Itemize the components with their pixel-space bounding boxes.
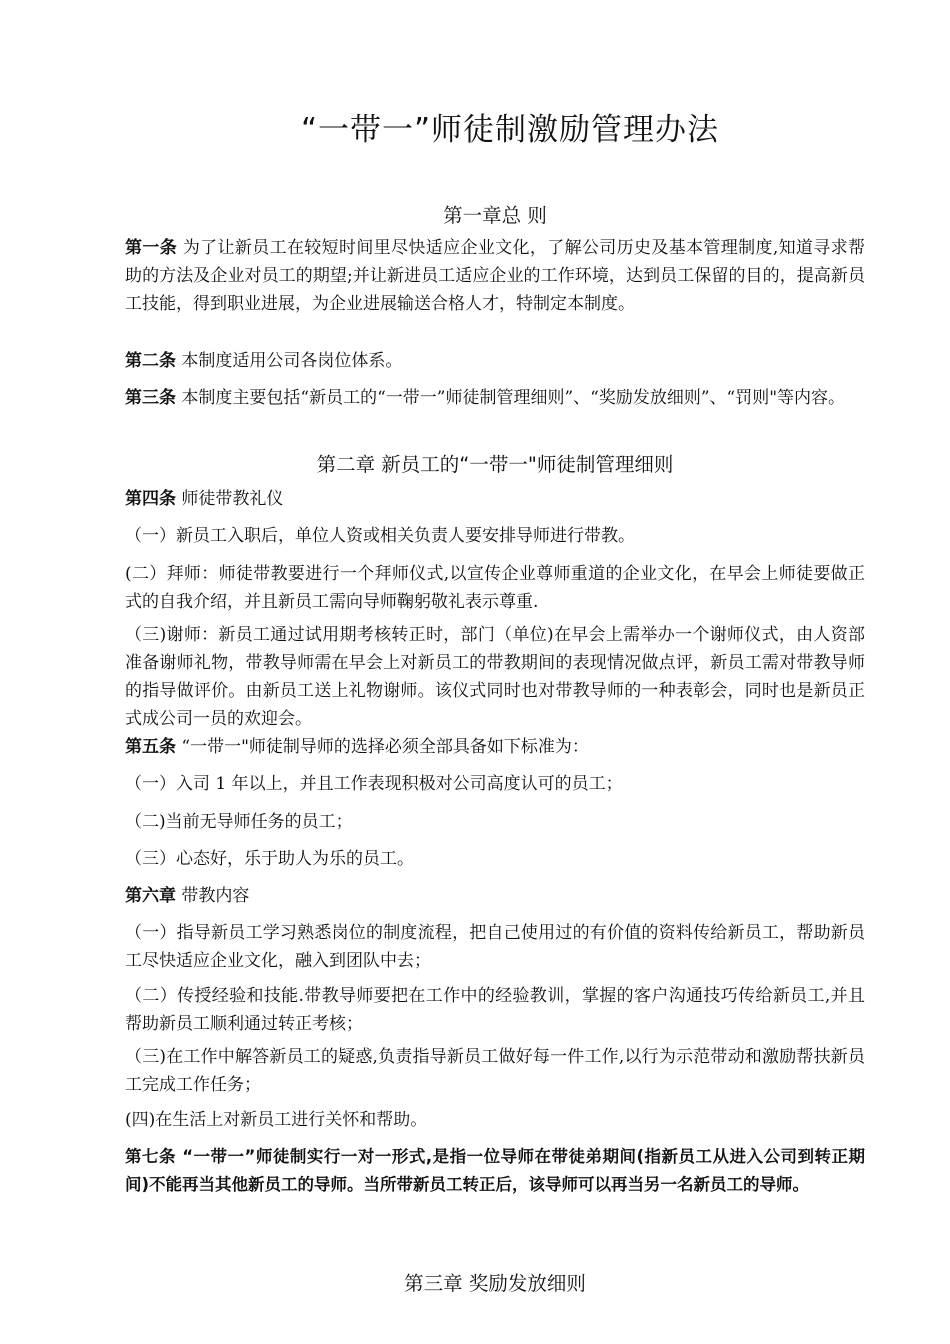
article-4 xyxy=(125,485,865,513)
article-5-item-2: （二)当前无导师任务的员工； xyxy=(125,812,353,832)
article-4-item-1: （一）新员工入职后，单位人资或相关负责人要安排导师进行带教。 xyxy=(125,526,635,546)
article-5-label: 第五条 xyxy=(125,737,176,757)
article-5-item-1: （一）入司 1 年以上，并且工作表现积极对公司高度认可的员工； xyxy=(125,774,623,794)
article-3-text: 本制度主要包括“新员工的“一带一”师徒制管理细则”、“奖励发放细则”、“罚则"等内容。 xyxy=(176,388,846,408)
article-1-text: 为了让新员工在较短时间里尽快适应企业文化，了解公司历史及基本管理制度,知道寻求帮助的方法及企业对员工的期望;并让新进员工适应企业的工作环境，达到员工保留的目的，提高新员工技能，得到职业进展，为企业进展输送合格人才，特制定本制度。 xyxy=(125,238,865,314)
article-4-text: 师徒带教礼仪 xyxy=(176,489,284,509)
article-6-text: 带教内容 xyxy=(176,886,250,906)
chapter-1-heading: 第一章总 则 xyxy=(443,204,547,227)
article-2-label: 第二条 xyxy=(125,351,176,371)
article-5-text: “一带一"师徒制导师的选择必须全部具备如下标准为： xyxy=(176,737,589,757)
article-2-text: 本制度适用公司各岗位体系。 xyxy=(176,351,403,371)
article-5-item-3: （三）心态好，乐于助人为乐的员工。 xyxy=(125,849,414,869)
article-1-label: 第一条 xyxy=(125,238,178,258)
chapter-2-heading: 第二章 新员工的“一带一"师徒制管理细则 xyxy=(316,453,674,476)
article-6-item-4: (四)在生活上对新员工进行关怀和帮助。 xyxy=(125,1110,428,1130)
document-title: “一带一”师徒制激励管理办法 xyxy=(300,112,720,148)
article-2 xyxy=(125,347,865,375)
article-3 xyxy=(125,384,865,412)
article-4-item-2: (二）拜师：师徒带教要进行一个拜师仪式,以宣传企业尊师重道的企业文化，在早会上师徒要做正式的自我介绍，并且新员工需向导师鞠躬敬礼表示尊重. xyxy=(125,564,865,612)
chapter-3-heading: 第三章 奖励发放细则 xyxy=(404,1272,586,1295)
article-4-label: 第四条 xyxy=(125,489,176,509)
article-6-item-1: （一）指导新员工学习熟悉岗位的制度流程，把自己使用过的有价值的资料传给新员工，帮助新员工尽快适应企业文化，融入到团队中去； xyxy=(125,923,865,971)
article-6-item-3: （三)在工作中解答新员工的疑惑,负责指导新员工做好每一件工作,以行为示范带动和激励帮扶新员工完成工作任务； xyxy=(125,1047,865,1095)
article-5 xyxy=(125,733,865,761)
article-1 xyxy=(125,234,865,318)
article-6-item-2: （二）传授经验和技能.带教导师要把在工作中的经验教训，掌握的客户沟通技巧传给新员工,并且帮助新员工顺利通过转正考核； xyxy=(125,986,865,1034)
article-7: 第七条 “一带一”师徒制实行一对一形式,是指一位导师在带徒弟期间(指新员工从进入公司到转正期间)不能再当其他新员工的导师。当所带新员工转正后，该导师可以再当另一名新员工的导师。 xyxy=(125,1147,865,1194)
article-3-label: 第三条 xyxy=(125,388,176,408)
article-6 xyxy=(125,882,865,910)
article-4-item-3: （三)谢师：新员工通过试用期考核转正时，部门（单位)在早会上需举办一个谢师仪式，由人资部准备谢师礼物，带教导师需在早会上对新员工的带教期间的表现情况做点评，新员工需对带教导师的指导做评价。由新员工送上礼物谢师。该仪式同时也对带教导师的一种表彰会，同时也是新员正式成公司一员的欢迎会。 xyxy=(125,625,865,729)
article-6-label: 第六章 xyxy=(125,886,176,906)
